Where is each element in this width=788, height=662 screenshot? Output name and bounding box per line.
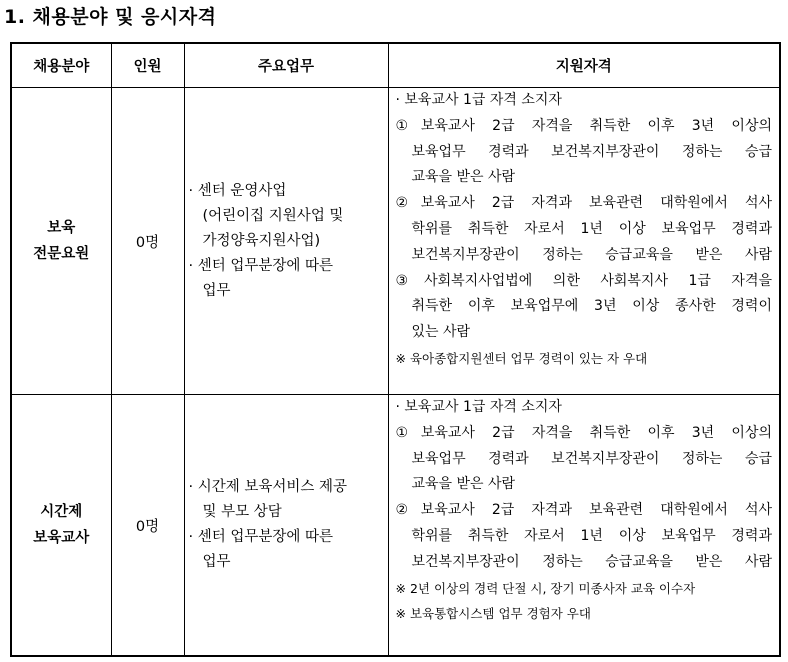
qualification-line: 학위를 취득한 자로서 1년 이상 보육업무 경력과 xyxy=(411,220,772,237)
field-line: 전문요원 xyxy=(33,246,90,262)
duty-line: 가정양육지원사업) xyxy=(202,232,321,249)
table-row xyxy=(11,395,780,657)
duties-cell xyxy=(184,88,388,395)
count-cell: 0명 xyxy=(111,395,184,657)
qualifications-cell xyxy=(388,395,780,657)
qualification-line: 보육업무 경력과 보건복지부장관이 정하는 승급 xyxy=(411,450,772,467)
qualification-line: 보건복지부장관이 정하는 승급교육을 받은 사람 xyxy=(411,553,772,570)
duty-line: · 센터 운영사업 xyxy=(188,182,287,199)
qualification-line: 보육업무 경력과 보건복지부장관이 정하는 승급 xyxy=(411,143,772,160)
field-line: 시간제 xyxy=(40,504,83,520)
header-field: 채용분야 xyxy=(11,43,111,88)
qualifications-cell xyxy=(388,88,780,395)
qualification-line: · 보육교사 1급 자격 소지자 xyxy=(395,399,562,415)
duty-line: · 시간제 보육서비스 제공 xyxy=(188,479,348,495)
qualification-line: 보건복지부장관이 정하는 승급교육을 받은 사람 xyxy=(411,246,772,263)
qualification-line: 있는 사람 xyxy=(411,324,471,341)
duty-line: · 센터 업무분장에 따른 xyxy=(188,257,333,274)
qualification-line: 취득한 이후 보육업무에 3년 이상 종사한 경력이 xyxy=(411,298,772,315)
duty-line: 업무 xyxy=(202,282,231,299)
duty-line: (어린이집 지원사업 및 xyxy=(202,207,344,224)
qualification-line: ②보육교사 2급 자격과 보육관련 대학원에서 석사 xyxy=(395,195,772,212)
qualification-note: ※ 2년 이상의 경력 단절 시, 장기 미종사자 교육 이수자 xyxy=(395,580,696,596)
qualification-line: ②보육교사 2급 자격과 보육관련 대학원에서 석사 xyxy=(395,502,772,519)
table-header-row xyxy=(11,43,780,88)
header-duties: 주요업무 xyxy=(184,43,388,88)
qualification-line: 학위를 취득한 자로서 1년 이상 보육업무 경력과 xyxy=(411,527,772,544)
count-cell: 0명 xyxy=(111,88,184,395)
qualification-line: 교육을 받은 사람 xyxy=(411,476,516,493)
section-heading: 1. 채용분야 및 응시자격 xyxy=(4,6,217,28)
qualification-line: 교육을 받은 사람 xyxy=(411,169,516,186)
header-qualifications: 지원자격 xyxy=(388,43,780,88)
duties-cell xyxy=(184,395,388,657)
field-cell xyxy=(11,395,111,657)
field-cell xyxy=(11,88,111,395)
duty-line: · 센터 업무분장에 따른 xyxy=(188,529,333,545)
field-line: 보육교사 xyxy=(33,530,90,546)
qualification-line: · 보육교사 1급 자격 소지자 xyxy=(395,92,562,108)
duty-line: 및 부모 상담 xyxy=(202,504,282,520)
header-count: 인원 xyxy=(111,43,184,88)
qualification-line: ①보육교사 2급 자격을 취득한 이후 3년 이상의 xyxy=(395,424,772,441)
qualification-note: ※ 보육통합시스템 업무 경험자 우대 xyxy=(395,606,591,622)
duty-line: 업무 xyxy=(202,554,231,570)
qualification-line: ①보육교사 2급 자격을 취득한 이후 3년 이상의 xyxy=(395,117,772,134)
recruitment-table xyxy=(10,42,781,657)
qualification-line: ③사회복지사업법에 의한 사회복지사 1급 자격을 xyxy=(395,272,772,289)
qualification-note: ※ 육아종합지원센터 업무 경력이 있는 자 우대 xyxy=(395,350,648,366)
table-row xyxy=(11,88,780,395)
field-line: 보육 xyxy=(47,220,76,236)
